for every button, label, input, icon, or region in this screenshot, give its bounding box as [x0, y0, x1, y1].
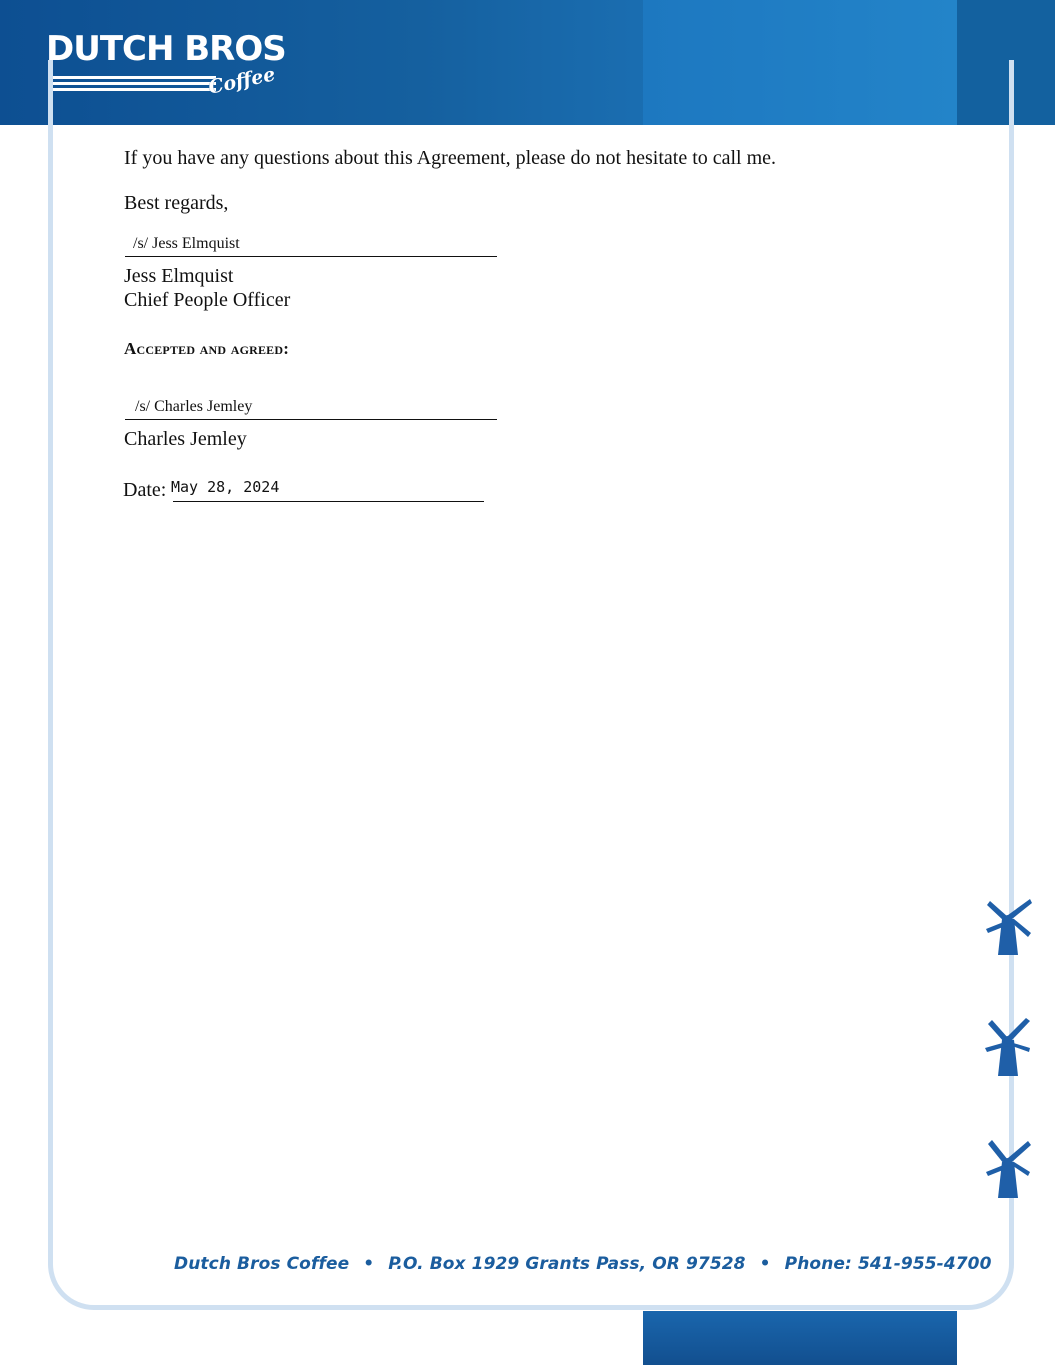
- sender-title: Chief People Officer: [124, 289, 291, 311]
- footer-company: Dutch Bros Coffee: [174, 1254, 350, 1274]
- bottom-banner-tab: [643, 1311, 957, 1365]
- sender-signature-line: [125, 256, 497, 257]
- logo-coffee-script: Coffee: [206, 63, 278, 99]
- footer-separator: •: [759, 1254, 771, 1274]
- recipient-signature: /s/ Charles Jemley: [135, 398, 253, 415]
- footer-phone: Phone: 541-955-4700: [784, 1254, 992, 1274]
- recipient-signature-line: [125, 419, 497, 420]
- windmill-icon: [982, 1014, 1034, 1080]
- footer-address: P.O. Box 1929 Grants Pass, OR 97528: [388, 1254, 746, 1274]
- date-label: Date:: [123, 479, 167, 501]
- date-value: May 28, 2024: [171, 478, 280, 496]
- sender-name: Jess Elmquist: [124, 265, 234, 287]
- sender-signature: /s/ Jess Elmquist: [133, 235, 240, 252]
- logo-wordmark: DUTCH BROS: [46, 29, 286, 69]
- footer-separator: •: [363, 1254, 375, 1274]
- accepted-heading: Accepted and agreed:: [124, 339, 290, 358]
- recipient-name: Charles Jemley: [124, 428, 247, 450]
- windmill-icon: [982, 893, 1034, 959]
- windmill-icon: [982, 1136, 1034, 1202]
- date-line: [173, 501, 484, 502]
- closing-paragraph: If you have any questions about this Agreement, please do not hesitate to call me.: [124, 147, 777, 169]
- letterhead-footer: [174, 1254, 992, 1274]
- salutation: Best regards,: [124, 192, 229, 214]
